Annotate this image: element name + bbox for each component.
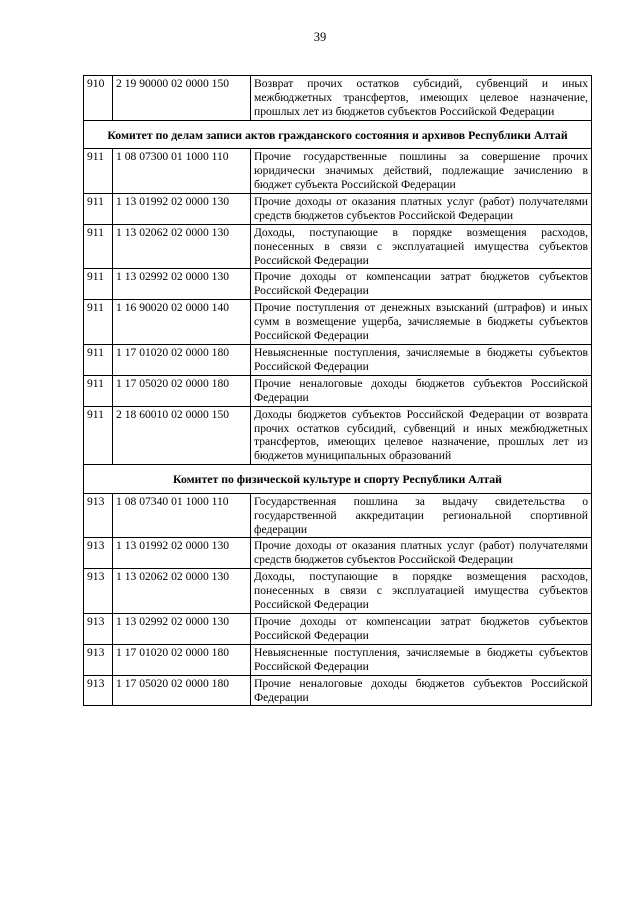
revenue-name-cell: Доходы, поступающие в порядке возмещения расходов, понесенных в связи с эксплуатацией имущества субъектов Российской Федерации: [251, 224, 592, 269]
admin-code-cell: 913: [84, 493, 113, 538]
admin-code-cell: 910: [84, 76, 113, 121]
revenue-name-cell: Государственная пошлина за выдачу свидетельства о государственной аккредитации региональной спортивной федерации: [251, 493, 592, 538]
admin-code-cell: 911: [84, 193, 113, 224]
revenue-name-cell: Прочие доходы от оказания платных услуг (работ) получателями средств бюджетов субъектов Российской Федерации: [251, 538, 592, 569]
revenue-name-cell: Прочие неналоговые доходы бюджетов субъектов Российской Федерации: [251, 375, 592, 406]
table-row: [84, 269, 592, 300]
revenue-name-cell: Прочие неналоговые доходы бюджетов субъектов Российской Федерации: [251, 675, 592, 706]
admin-code-cell: 913: [84, 644, 113, 675]
table-row: [84, 345, 592, 376]
table-body: [84, 76, 592, 706]
revenue-name-cell: Прочие доходы от компенсации затрат бюджетов субъектов Российской Федерации: [251, 614, 592, 645]
revenue-name-cell: Прочие государственные пошлины за совершение прочих юридически значимых действий, подлежащие зачислению в бюджет субъекта Российской Федерации: [251, 149, 592, 194]
admin-code-cell: 911: [84, 149, 113, 194]
admin-code-cell: 913: [84, 675, 113, 706]
revenue-name-cell: Невыясненные поступления, зачисляемые в бюджеты субъектов Российской Федерации: [251, 345, 592, 376]
section-header-row: [84, 465, 592, 494]
kbk-code-cell: 1 13 01992 02 0000 130: [113, 193, 251, 224]
admin-code-cell: 911: [84, 269, 113, 300]
table-row: [84, 538, 592, 569]
kbk-code-cell: 2 19 90000 02 0000 150: [113, 76, 251, 121]
table-row: [84, 406, 592, 465]
table-row: [84, 300, 592, 345]
admin-code-cell: 911: [84, 375, 113, 406]
section-title: Комитет по физической культуре и спорту Республики Алтай: [84, 465, 592, 494]
page-number: 39: [313, 30, 327, 44]
table-row: [84, 493, 592, 538]
kbk-code-cell: 1 13 02062 02 0000 130: [113, 569, 251, 614]
admin-code-cell: 911: [84, 345, 113, 376]
kbk-code-cell: 2 18 60010 02 0000 150: [113, 406, 251, 465]
admin-code-cell: 911: [84, 300, 113, 345]
table-row: [84, 224, 592, 269]
admin-code-cell: 911: [84, 406, 113, 465]
kbk-code-cell: 1 13 02992 02 0000 130: [113, 269, 251, 300]
kbk-code-cell: 1 16 90020 02 0000 140: [113, 300, 251, 345]
table-row: [84, 76, 592, 121]
table-row: [84, 614, 592, 645]
revenue-name-cell: Прочие доходы от оказания платных услуг (работ) получателями средств бюджетов субъектов Российской Федерации: [251, 193, 592, 224]
section-title: Комитет по делам записи актов гражданского состояния и архивов Республики Алтай: [84, 120, 592, 149]
revenue-name-cell: Доходы, поступающие в порядке возмещения расходов, понесенных в связи с эксплуатацией имущества субъектов Российской Федерации: [251, 569, 592, 614]
kbk-code-cell: 1 17 01020 02 0000 180: [113, 345, 251, 376]
table-row: [84, 569, 592, 614]
admin-code-cell: 913: [84, 614, 113, 645]
admin-code-cell: 913: [84, 569, 113, 614]
kbk-code-cell: 1 13 02062 02 0000 130: [113, 224, 251, 269]
revenue-name-cell: Прочие доходы от компенсации затрат бюджетов субъектов Российской Федерации: [251, 269, 592, 300]
revenue-name-cell: Возврат прочих остатков субсидий, субвенций и иных межбюджетных трансфертов, имеющих целевое назначение, прошлых лет из бюджетов субъектов Российской Федерации: [251, 76, 592, 121]
table-row: [84, 375, 592, 406]
kbk-code-cell: 1 17 05020 02 0000 180: [113, 375, 251, 406]
table-row: [84, 675, 592, 706]
section-header-row: [84, 120, 592, 149]
revenue-name-cell: Доходы бюджетов субъектов Российской Федерации от возврата прочих остатков субсидий, субвенций и иных межбюджетных трансфертов, имеющих целевое назначение, прошлых лет из бюджетов муниципальных образований: [251, 406, 592, 465]
table-row: [84, 644, 592, 675]
admin-code-cell: 913: [84, 538, 113, 569]
kbk-code-cell: 1 17 05020 02 0000 180: [113, 675, 251, 706]
admin-code-cell: 911: [84, 224, 113, 269]
table-row: [84, 149, 592, 194]
revenue-name-cell: Невыясненные поступления, зачисляемые в бюджеты субъектов Российской Федерации: [251, 644, 592, 675]
revenue-name-cell: Прочие поступления от денежных взысканий (штрафов) и иных сумм в возмещение ущерба, зачисляемые в бюджеты субъектов Российской Федерации: [251, 300, 592, 345]
kbk-code-cell: 1 08 07340 01 1000 110: [113, 493, 251, 538]
table-row: [84, 193, 592, 224]
kbk-code-cell: 1 17 01020 02 0000 180: [113, 644, 251, 675]
kbk-code-cell: 1 13 02992 02 0000 130: [113, 614, 251, 645]
kbk-code-cell: 1 08 07300 01 1000 110: [113, 149, 251, 194]
revenue-codes-table: [83, 75, 592, 706]
kbk-code-cell: 1 13 01992 02 0000 130: [113, 538, 251, 569]
